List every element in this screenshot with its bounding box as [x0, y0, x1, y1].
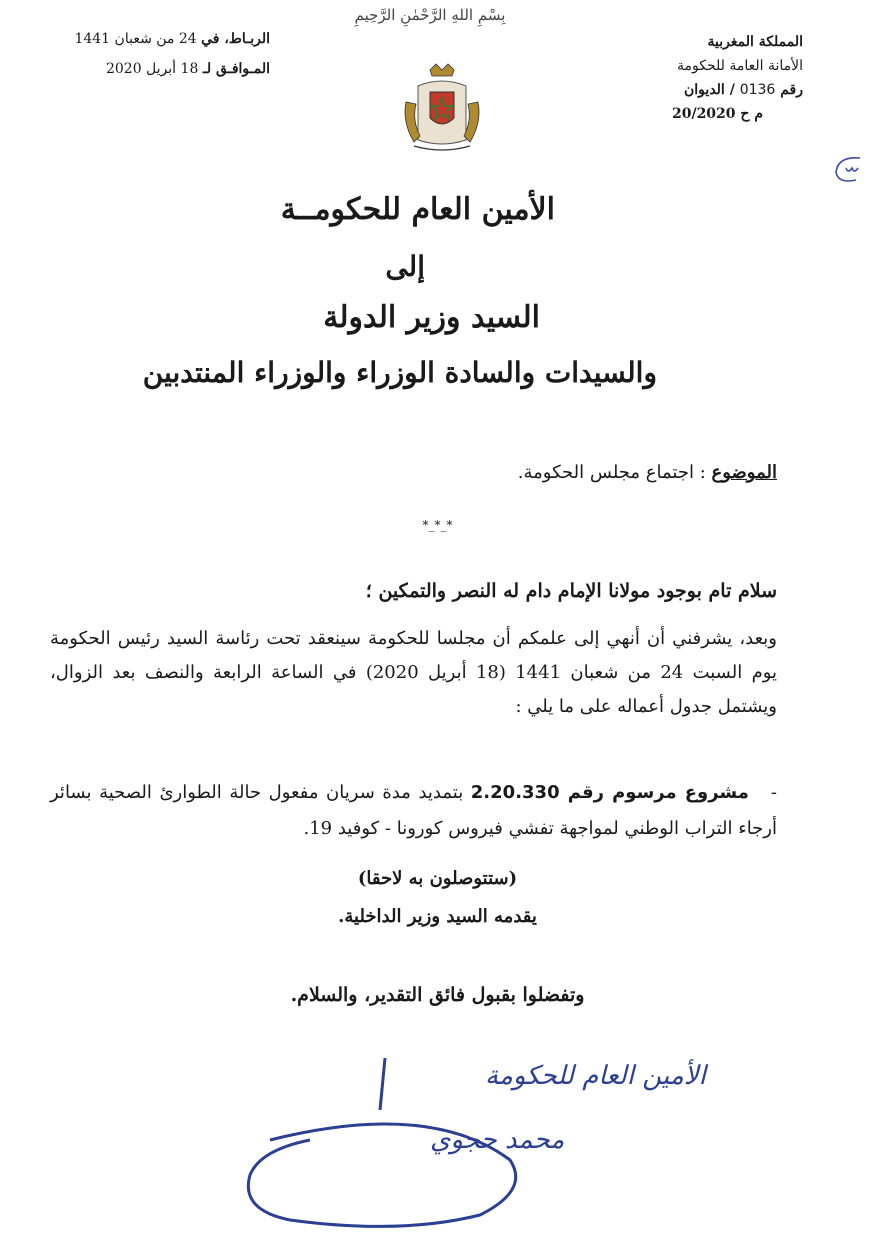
hijri-date-line [40, 24, 270, 54]
subject-text: اجتماع مجلس الحكومة. [517, 462, 694, 483]
subject-colon: : [693, 462, 712, 483]
country-name: المملكة المغربية [707, 34, 803, 50]
closing-formula: وتفضلوا بقبول فائق التقدير، والسلام. [290, 984, 585, 1006]
signature-title: الأمين العام للحكومة [485, 1061, 706, 1091]
signature-stamp [230, 1040, 706, 1230]
note-later: (ستتوصلون به لاحقا) [357, 868, 518, 889]
header-issuer [603, 30, 803, 126]
separator: *_*_* [422, 518, 453, 532]
secretariat-name: الأمانة العامة للحكومة [676, 58, 803, 74]
agenda-text: بتمديد مدة سريان مفعول حالة الطوارئ الصحية بسائر أرجاء التراب الوطني لمواجهة تفشي فيروس كورونا - كوفيد 19. [50, 782, 777, 839]
reference-code [603, 102, 803, 126]
subject-label: الموضوع [711, 462, 777, 483]
hijri-date: 24 من شعبان 1441 [74, 31, 197, 47]
ref2-value: 20/2020 [671, 106, 736, 122]
ref-number: 0136 [739, 82, 776, 98]
addressee-line-1: السيد وزير الدولة [323, 300, 540, 335]
header-date [40, 24, 270, 84]
agenda-item [50, 775, 777, 847]
coat-of-arms-icon [400, 62, 484, 152]
ref-label: رقم [780, 82, 803, 98]
body-paragraph: وبعد، يشرفني أن أنهي إلى علمكم أن مجلسا للحكومة سينعقد تحت رئاسة السيد رئيس الحكومة يوم السبت 24 من شعبان 1441 (18 أبريل 2020) في الساعة الرابعة والنصف بعد الزوال، ويشتمل جدول أعماله على ما يلي : [50, 628, 778, 717]
agenda-decree: مشروع مرسوم رقم 2.20.330 [470, 782, 749, 803]
reference-number [603, 78, 803, 102]
gregorian-date-line [40, 54, 270, 84]
ref-office: الديوان [684, 82, 725, 98]
addressee-line-2: والسيدات والسادة الوزراء والوزراء المنتدبين [142, 356, 657, 389]
place-label: الربـاط، في [201, 31, 270, 47]
basmala: بِسْمِ اللهِ الرَّحْمٰنِ الرَّحِيمِ [354, 6, 506, 24]
signature-name: محمد حجوي [430, 1125, 565, 1155]
note-presenter: يقدمه السيد وزير الداخلية. [338, 906, 537, 927]
ref-separator: / [729, 82, 735, 98]
salutation: سلام تام بوجود مولانا الإمام دام له النصر والتمكين ؛ [365, 580, 777, 602]
gregorian-date: 18 أبريل 2020 [105, 61, 199, 77]
sender-title: الأمين العام للحكومــة [280, 192, 555, 227]
agenda-dash: - [770, 782, 777, 803]
subject-line [518, 462, 777, 483]
initials-mark-icon [830, 150, 870, 190]
to-label: إلى [385, 250, 425, 283]
ref2-label: م ح [740, 106, 763, 122]
corresponding-label: المـوافـق لـ [202, 61, 270, 77]
